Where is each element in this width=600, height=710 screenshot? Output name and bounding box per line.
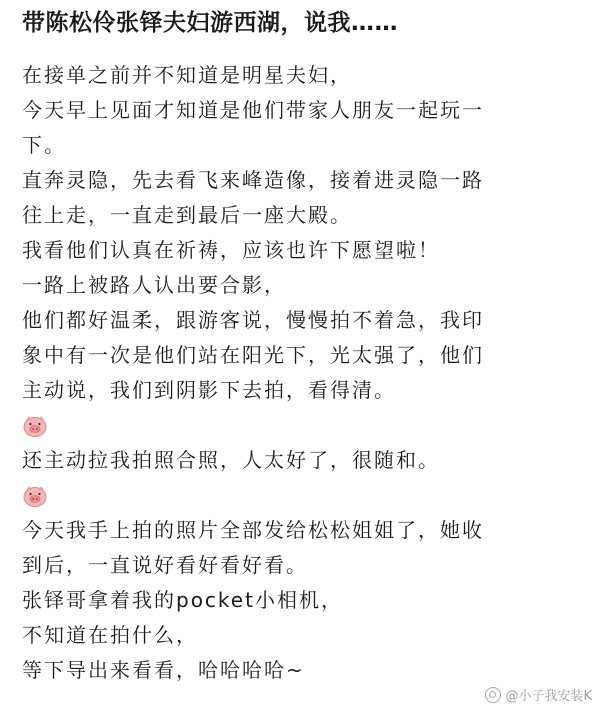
post-line-13: 到后，一直说好看好看好看。 bbox=[22, 553, 308, 577]
post-line-5: 往上走，一直走到最后一座大殿。 bbox=[22, 203, 352, 227]
weibo-eye-logo-icon bbox=[485, 687, 501, 703]
post-line-8: 他们都好温柔，跟游客说，慢慢拍不着急，我印 bbox=[22, 308, 484, 332]
post-line-2: 今天早上见面才知道是他们带家人朋友一起玩一 bbox=[22, 98, 484, 122]
post-line-4: 直奔灵隐，先去看飞来峰造像，接着进灵隐一路 bbox=[22, 168, 484, 192]
emoji-row-1 bbox=[22, 408, 582, 443]
post-line-15: 不知道在拍什么， bbox=[22, 623, 198, 647]
post-line-12: 今天我手上拍的照片全部发给松松姐姐了，她收 bbox=[22, 518, 484, 542]
post-line-9: 象中有一次是他们站在阳光下，光太强了，他们 bbox=[22, 343, 484, 367]
post-line-11: 还主动拉我拍照合照，人太好了，很随和。 bbox=[22, 448, 440, 472]
post-line-16: 等下导出来看看，哈哈哈哈~ bbox=[22, 658, 305, 682]
post bbox=[22, 6, 582, 688]
post-line-3: 下。 bbox=[22, 133, 66, 157]
watermark-text: @小子我安装K bbox=[505, 689, 592, 704]
emoji-row-2 bbox=[22, 478, 582, 513]
post-line-6: 我看他们认真在祈祷，应该也许下愿望啦！ bbox=[22, 238, 440, 262]
post-line-14: 张铎哥拿着我的pocket小相机， bbox=[22, 588, 343, 612]
pig-face-emoji-icon bbox=[22, 414, 48, 438]
post-line-7: 一路上被路人认出要合影， bbox=[22, 273, 286, 297]
watermark bbox=[485, 685, 592, 704]
post-line-1: 在接单之前并不知道是明星夫妇， bbox=[22, 63, 352, 87]
post-title: 带陈松伶张铎夫妇游西湖，说我…… bbox=[22, 10, 398, 36]
pig-face-emoji-icon bbox=[22, 484, 48, 508]
post-line-10: 主动说，我们到阴影下去拍，看得清。 bbox=[22, 378, 396, 402]
